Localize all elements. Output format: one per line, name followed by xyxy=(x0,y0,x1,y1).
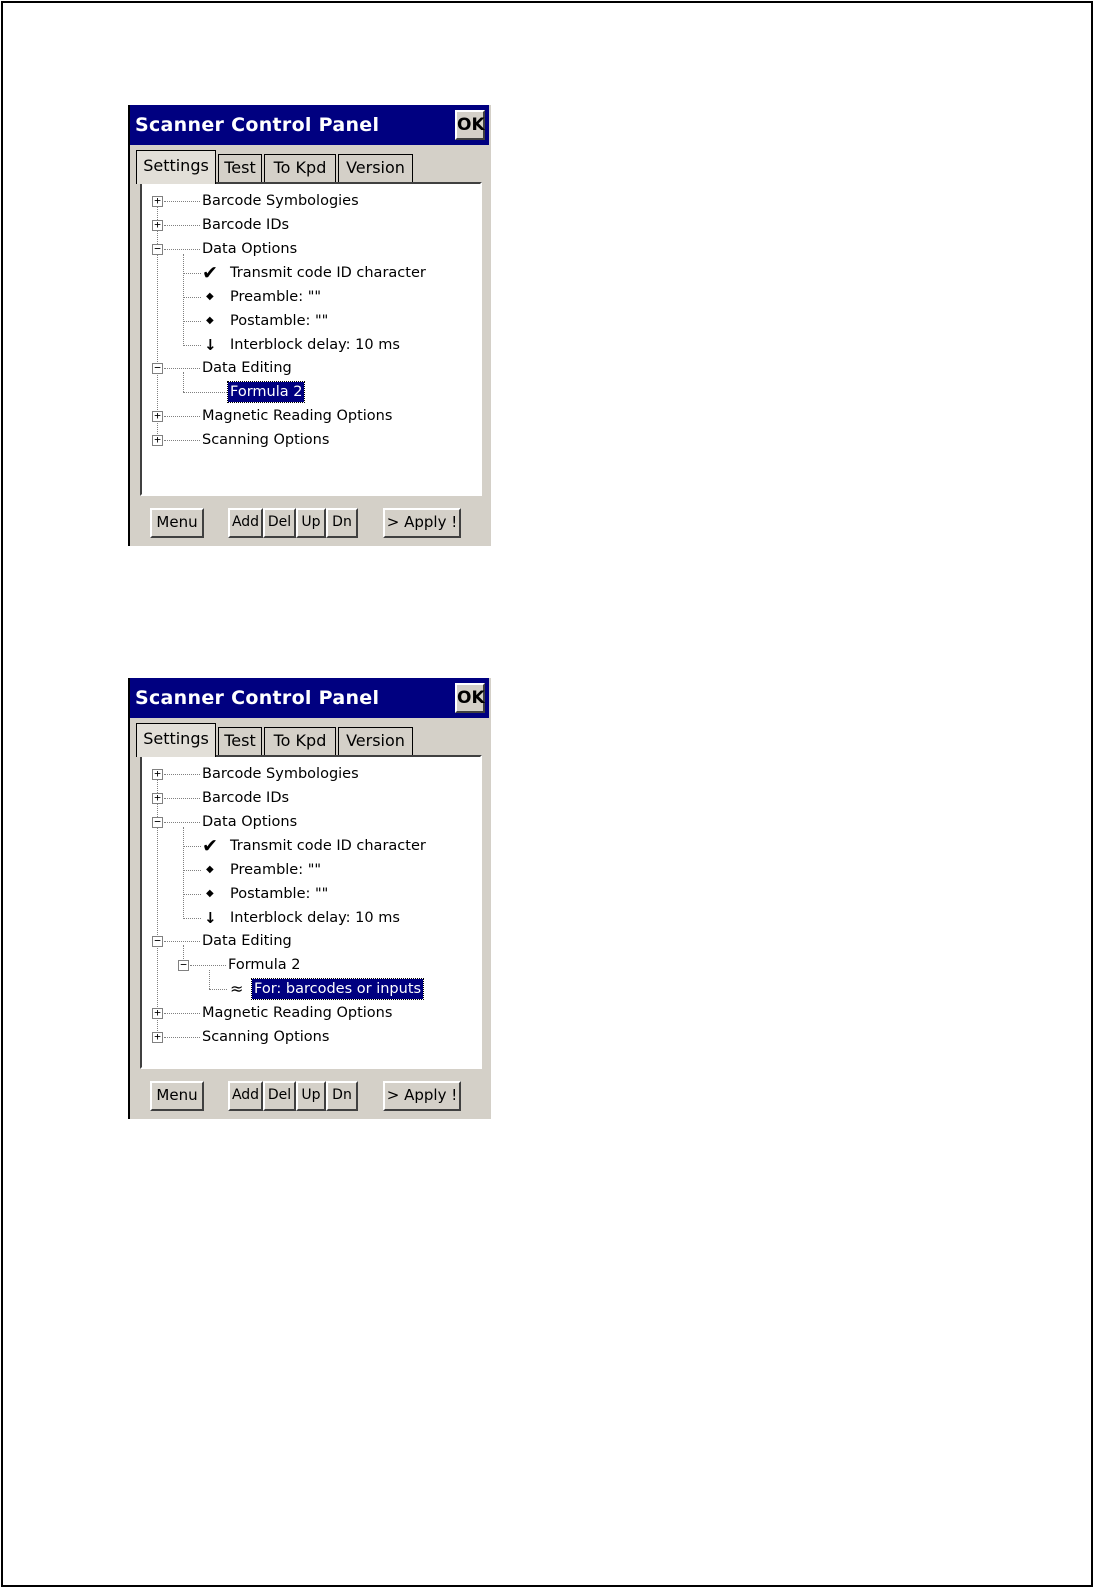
tree-line xyxy=(183,846,201,847)
down-button[interactable]: Dn xyxy=(326,1081,358,1111)
tree-item-label: Barcode IDs xyxy=(202,790,290,806)
tree-item-label: Barcode Symbologies xyxy=(202,193,359,209)
add-button[interactable]: Add xyxy=(228,1081,263,1111)
tree-item-label: Data Options xyxy=(202,241,298,257)
tab-settings[interactable]: Settings xyxy=(136,723,216,757)
down-arrow-icon: ↓ xyxy=(204,909,217,927)
scanner-control-panel-window xyxy=(130,678,491,1119)
title-bar xyxy=(130,678,489,718)
checkmark-icon: ✔ xyxy=(202,835,218,857)
tree-item-label: Data Editing xyxy=(202,360,292,376)
tree-line xyxy=(164,368,200,369)
down-button[interactable]: Dn xyxy=(326,508,358,538)
expand-icon[interactable]: + xyxy=(152,793,163,804)
expand-icon[interactable]: + xyxy=(152,435,163,446)
down-arrow-icon: ↓ xyxy=(204,336,217,354)
collapse-icon[interactable]: − xyxy=(178,960,189,971)
scanner-control-panel-window xyxy=(130,105,491,546)
tree-item-label: Preamble: "" xyxy=(230,289,322,305)
ok-button[interactable]: OK xyxy=(455,110,485,140)
tree-line xyxy=(164,1013,200,1014)
tree-line xyxy=(183,297,201,298)
tree-item-label: Transmit code ID character xyxy=(230,838,426,854)
apply-button[interactable]: > Apply ! xyxy=(383,1081,461,1111)
up-button[interactable]: Up xyxy=(296,508,326,538)
expand-icon[interactable]: + xyxy=(152,411,163,422)
tree-line xyxy=(164,798,200,799)
settings-tree[interactable] xyxy=(140,182,482,496)
checkmark-icon: ✔ xyxy=(202,262,218,284)
tree-line xyxy=(164,822,200,823)
tree-line xyxy=(157,202,158,440)
tree-item-label: Data Options xyxy=(202,814,298,830)
screenshot-1 xyxy=(128,105,491,549)
window-title: Scanner Control Panel xyxy=(135,114,380,136)
tree-item-label: Data Editing xyxy=(202,933,292,949)
tree-line xyxy=(209,970,210,989)
tree-item-label-selected: Formula 2 xyxy=(230,384,303,400)
tab-to-kpd[interactable]: To Kpd xyxy=(264,154,336,182)
tab-version[interactable]: Version xyxy=(338,727,413,755)
screenshot-2 xyxy=(128,678,491,1122)
tab-test[interactable]: Test xyxy=(218,727,262,755)
tree-line xyxy=(209,989,227,990)
expand-icon[interactable]: + xyxy=(152,1032,163,1043)
tree-item-label: Formula 2 xyxy=(228,957,301,973)
tree-line xyxy=(183,894,201,895)
delete-button[interactable]: Del xyxy=(263,508,296,538)
tree-line xyxy=(183,870,201,871)
tab-version[interactable]: Version xyxy=(338,154,413,182)
tree-line xyxy=(183,254,184,344)
tree-line xyxy=(183,827,184,917)
tree-line xyxy=(190,965,226,966)
tree-item-label: Interblock delay: 10 ms xyxy=(230,337,400,353)
tree-item-label: Preamble: "" xyxy=(230,862,322,878)
collapse-icon[interactable]: − xyxy=(152,244,163,255)
tree-line xyxy=(164,201,200,202)
tree-line xyxy=(183,372,184,392)
menu-button[interactable]: Menu xyxy=(150,508,204,538)
diamond-icon: ◆ xyxy=(206,888,214,899)
tree-line xyxy=(164,774,200,775)
settings-tree[interactable] xyxy=(140,755,482,1069)
approx-icon: ≈ xyxy=(230,979,244,998)
tree-line xyxy=(164,225,200,226)
tree-line xyxy=(183,273,201,274)
tree-line xyxy=(183,392,227,393)
diamond-icon: ◆ xyxy=(206,291,214,302)
tree-line xyxy=(183,321,201,322)
collapse-icon[interactable]: − xyxy=(152,817,163,828)
window-title: Scanner Control Panel xyxy=(135,687,380,709)
tree-line xyxy=(164,1037,200,1038)
expand-icon[interactable]: + xyxy=(152,196,163,207)
ok-button[interactable]: OK xyxy=(455,683,485,713)
tree-line xyxy=(183,918,201,919)
tree-item-label: Magnetic Reading Options xyxy=(202,408,393,424)
collapse-icon[interactable]: − xyxy=(152,936,163,947)
collapse-icon[interactable]: − xyxy=(152,363,163,374)
tree-line xyxy=(164,416,200,417)
tree-item-label-selected: For: barcodes or inputs xyxy=(254,981,422,997)
tree-item-label: Magnetic Reading Options xyxy=(202,1005,393,1021)
tree-line xyxy=(164,249,200,250)
menu-button[interactable]: Menu xyxy=(150,1081,204,1111)
tree-item-label: Scanning Options xyxy=(202,432,330,448)
add-button[interactable]: Add xyxy=(228,508,263,538)
tree-item-label: Transmit code ID character xyxy=(230,265,426,281)
delete-button[interactable]: Del xyxy=(263,1081,296,1111)
title-bar xyxy=(130,105,489,145)
tree-item-label: Barcode IDs xyxy=(202,217,290,233)
tree-item-label: Postamble: "" xyxy=(230,886,329,902)
tree-item-label: Postamble: "" xyxy=(230,313,329,329)
tree-line xyxy=(164,941,200,942)
tree-line xyxy=(164,440,200,441)
diamond-icon: ◆ xyxy=(206,315,214,326)
apply-button[interactable]: > Apply ! xyxy=(383,508,461,538)
tree-item-label: Barcode Symbologies xyxy=(202,766,359,782)
expand-icon[interactable]: + xyxy=(152,220,163,231)
tab-test[interactable]: Test xyxy=(218,154,262,182)
diamond-icon: ◆ xyxy=(206,864,214,875)
expand-icon[interactable]: + xyxy=(152,769,163,780)
expand-icon[interactable]: + xyxy=(152,1008,163,1019)
up-button[interactable]: Up xyxy=(296,1081,326,1111)
tab-settings[interactable]: Settings xyxy=(136,150,216,184)
tree-item-label: Scanning Options xyxy=(202,1029,330,1045)
tree-item-label: Interblock delay: 10 ms xyxy=(230,910,400,926)
tab-to-kpd[interactable]: To Kpd xyxy=(264,727,336,755)
tree-line xyxy=(183,345,201,346)
